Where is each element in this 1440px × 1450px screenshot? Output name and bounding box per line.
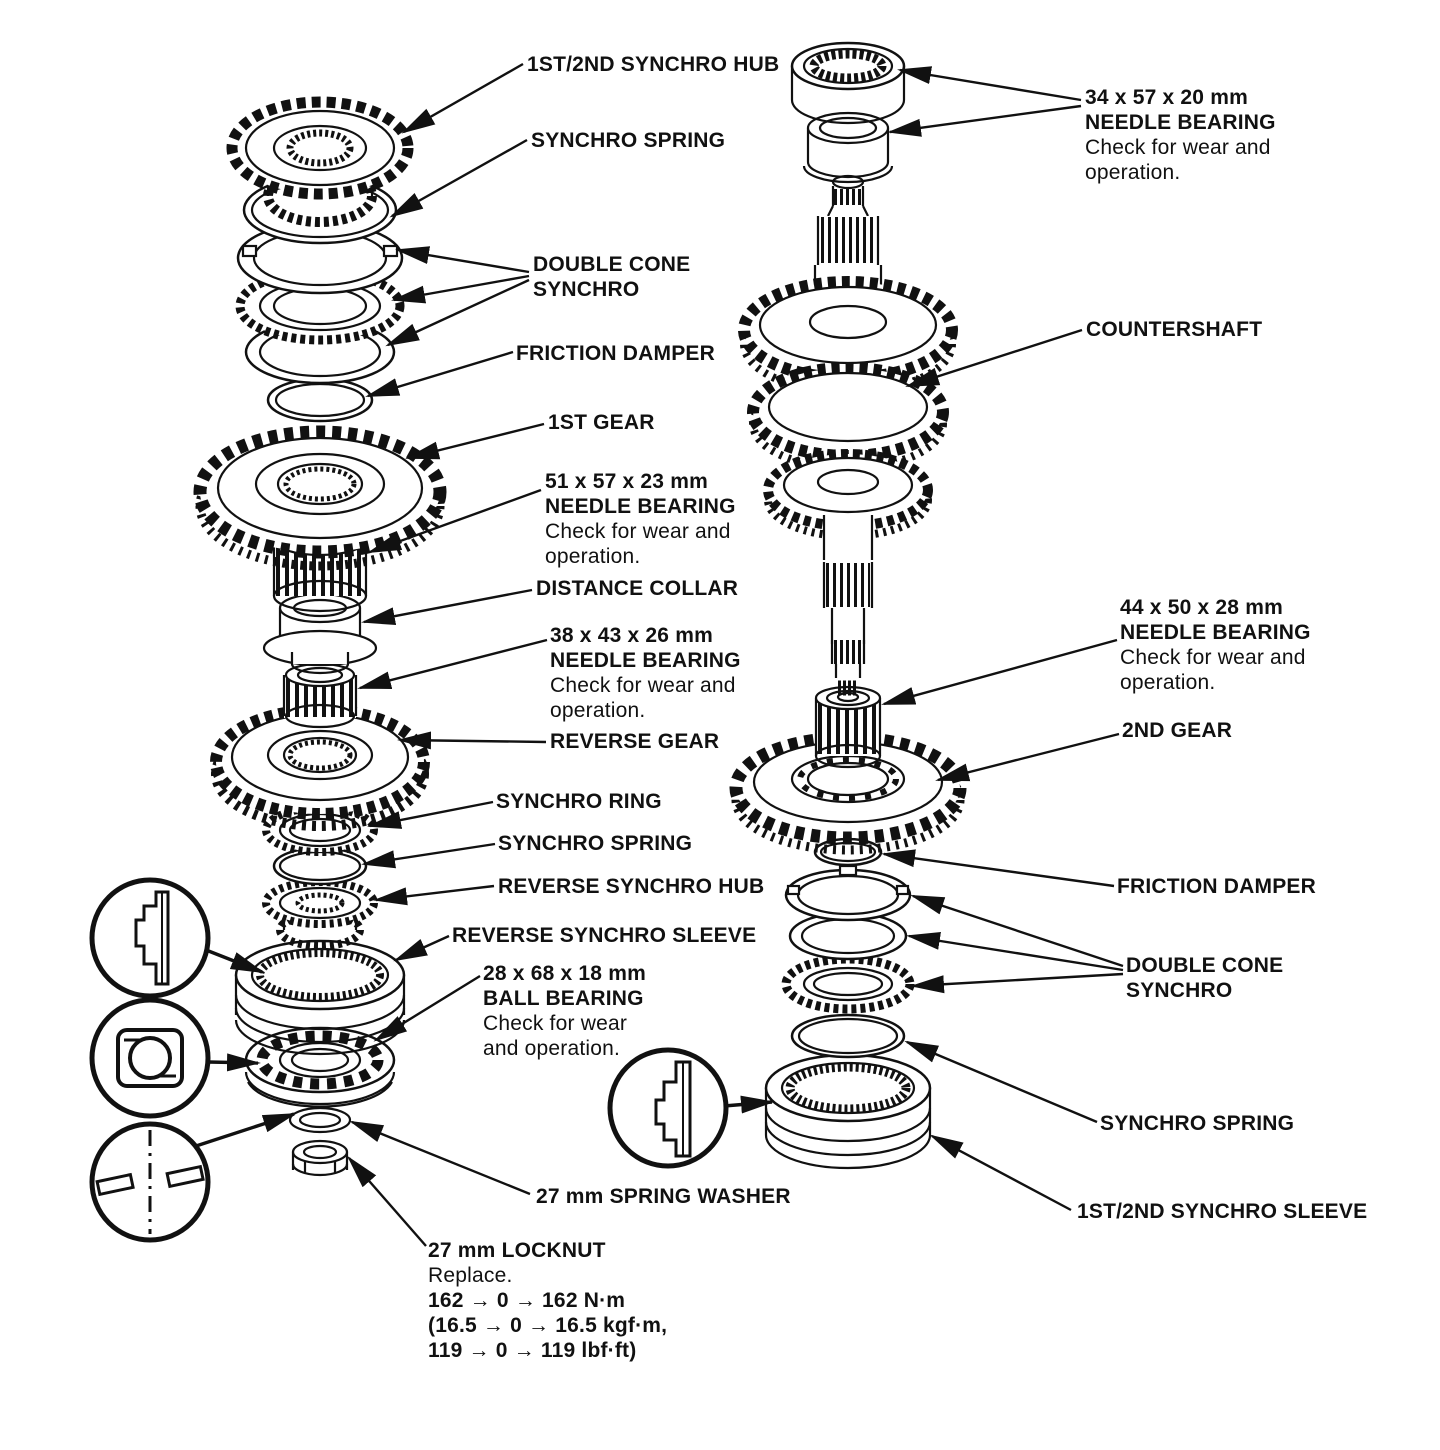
label-locknut: 27 mm LOCKNUT Replace. 162 → 0 → 162 N·m (16.5 → 0 → 16.5 kgf·m, 119 → 0 → 119 lbf·ft): [428, 1239, 668, 1362]
leader-spring-washer: [352, 1122, 530, 1194]
label-needle-bearing-34: 34 x 57 x 20 mm NEEDLE BEARING Check for wear and operation.: [1085, 86, 1276, 184]
label-reverse-synchro-sleeve: REVERSE SYNCHRO SLEEVE: [452, 924, 757, 947]
leader-synchro-spring-right: [907, 1042, 1097, 1122]
label-synchro-hub: 1ST/2ND SYNCHRO HUB: [527, 53, 780, 76]
inset-bearing-section: [92, 1000, 208, 1116]
leader-locknut: [349, 1158, 426, 1246]
leader-reverse-gear: [400, 740, 546, 742]
leader-double-cone-right-2: [909, 936, 1123, 970]
leader-double-cone-right-1: [913, 896, 1123, 966]
part-reverse-synchro-hub: [266, 882, 374, 946]
part-ball-bearing: [246, 1028, 394, 1107]
part-spring-washer: [290, 1108, 350, 1132]
part-needle-bearing-44: [816, 687, 880, 767]
label-needle-bearing-51: 51 x 57 x 23 mm NEEDLE BEARING Check for wear and operation.: [545, 470, 736, 568]
label-friction-damper-right: FRICTION DAMPER: [1117, 875, 1316, 898]
leader-needle-bearing-38: [360, 640, 547, 688]
label-synchro-spring-right: SYNCHRO SPRING: [1100, 1112, 1295, 1135]
part-synchro-spring-right: [792, 1015, 904, 1057]
inset-arrow-washer: [196, 1114, 294, 1146]
label-needle-bearing-44: 44 x 50 x 28 mm NEEDLE BEARING Check for wear and operation.: [1120, 596, 1311, 694]
label-friction-damper-left: FRICTION DAMPER: [516, 342, 715, 365]
label-distance-collar: DISTANCE COLLAR: [536, 577, 739, 600]
label-synchro-sleeve-right: 1ST/2ND SYNCHRO SLEEVE: [1077, 1200, 1368, 1223]
leader-synchro-spring-2: [364, 844, 495, 864]
leader-friction-damper-right: [884, 854, 1114, 886]
part-friction-damper-left: [268, 379, 372, 421]
leader-synchro-sleeve-right: [932, 1136, 1071, 1210]
label-synchro-spring: SYNCHRO SPRING: [531, 129, 726, 152]
label-synchro-ring: SYNCHRO RING: [496, 790, 662, 813]
leader-needle-bearing-34a: [900, 70, 1081, 100]
part-locknut: [293, 1141, 347, 1175]
leader-double-cone-1: [398, 250, 529, 272]
leader-needle-bearing-34b: [890, 106, 1081, 132]
label-reverse-gear: REVERSE GEAR: [550, 730, 720, 753]
inset-hub-profile: [92, 880, 208, 996]
label-second-gear: 2ND GEAR: [1122, 719, 1233, 742]
label-countershaft: COUNTERSHAFT: [1086, 318, 1263, 341]
leader-reverse-synchro-hub: [376, 886, 494, 900]
leader-needle-bearing-44: [884, 640, 1117, 704]
label-first-gear: 1ST GEAR: [548, 411, 655, 434]
inset-washer-top-view: [92, 1124, 208, 1240]
label-synchro-spring-2: SYNCHRO SPRING: [498, 832, 693, 855]
part-double-cone-toothed-right: [786, 959, 910, 1009]
leader-double-cone-right-3: [913, 974, 1123, 986]
part-countershaft: [744, 176, 952, 701]
part-double-cone-outer-right: [786, 866, 910, 920]
leader-double-cone-2: [394, 276, 529, 300]
part-first-second-synchro-sleeve: [766, 1055, 930, 1168]
leader-second-gear: [938, 734, 1119, 780]
inset-arrow-bearing-section: [208, 1062, 258, 1063]
label-reverse-synchro-hub: REVERSE SYNCHRO HUB: [498, 875, 765, 898]
label-double-cone-synchro-left: DOUBLE CONE SYNCHRO: [533, 253, 691, 301]
label-ball-bearing-28: 28 x 68 x 18 mm BALL BEARING Check for wear and operation.: [483, 962, 646, 1060]
inset-sleeve-profile: [610, 1050, 726, 1166]
label-double-cone-synchro-right: DOUBLE CONE SYNCHRO: [1126, 954, 1284, 1002]
part-distance-collar: [264, 594, 376, 673]
leader-first-gear: [408, 424, 544, 458]
label-needle-bearing-38: 38 x 43 x 26 mm NEEDLE BEARING Check for wear and operation.: [550, 624, 741, 722]
leader-distance-collar: [364, 590, 532, 622]
part-needle-bearing-34: [792, 43, 904, 123]
label-spring-washer: 27 mm SPRING WASHER: [536, 1185, 791, 1208]
part-first-gear: [200, 432, 440, 566]
inset-arrow-sleeve-profile: [724, 1102, 772, 1106]
left-assembly-drawing: [200, 102, 440, 1175]
leader-reverse-synchro-sleeve: [396, 936, 449, 960]
leader-synchro-hub: [404, 64, 523, 132]
right-assembly-drawing: [736, 43, 960, 1168]
part-synchro-spring-small: [274, 848, 366, 884]
